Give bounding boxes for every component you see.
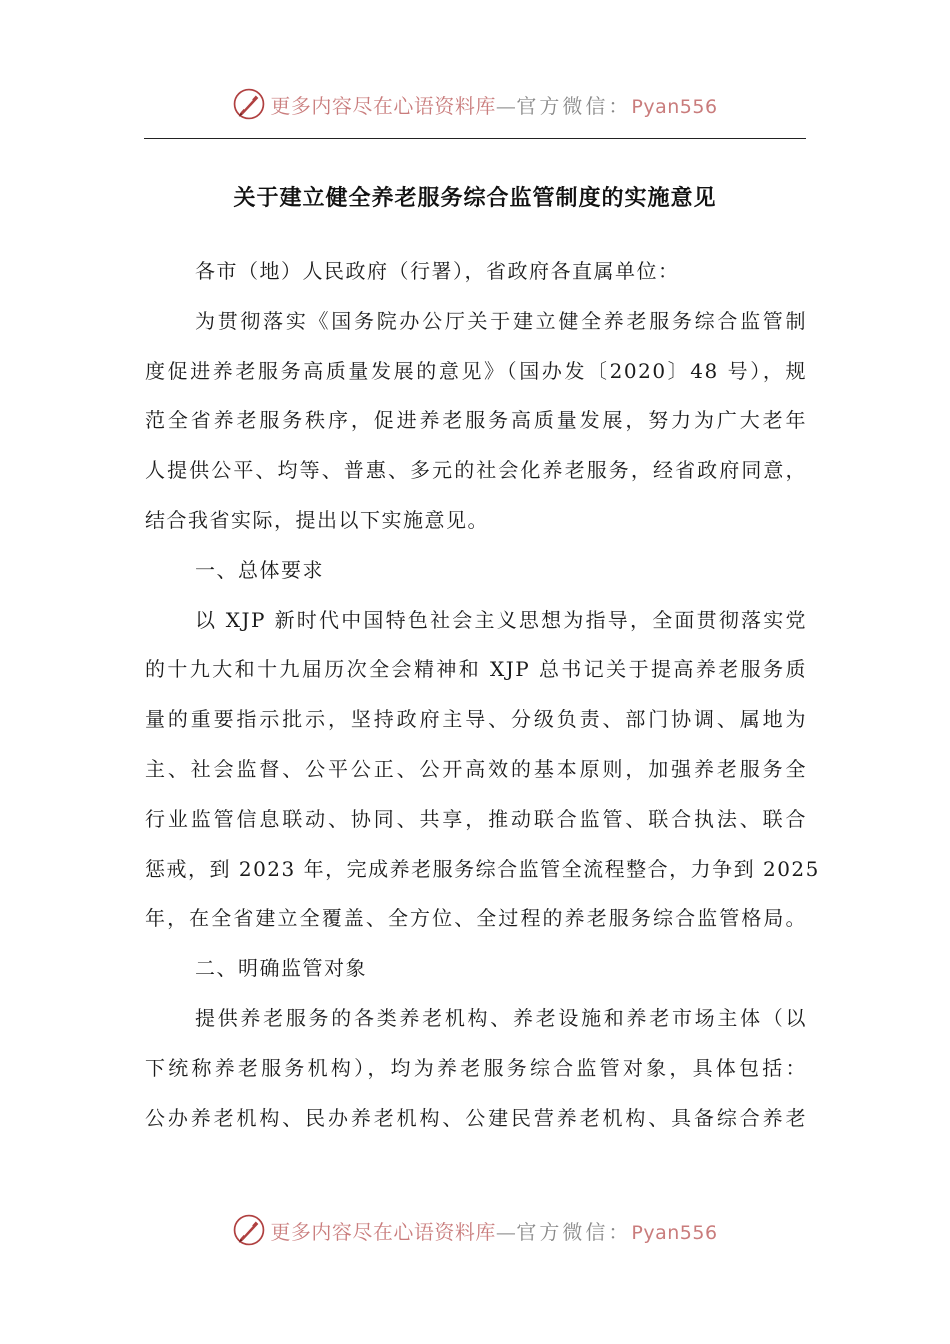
paragraph-line: 量的重要指示批示，坚持政府主导、分级负责、部门协调、属地为 bbox=[145, 707, 807, 732]
banner-wechat-label: 官方微信： bbox=[516, 93, 632, 118]
paragraph-line: 结合我省实际，提出以下实施意见。 bbox=[145, 507, 489, 532]
banner-wechat-label: 官方微信： bbox=[516, 1219, 632, 1244]
banner-wechat-id: Pyan556 bbox=[631, 1221, 718, 1244]
banner-brand: 更多内容尽在心语资料库 bbox=[270, 93, 496, 118]
paragraph-line: 度促进养老服务高质量发展的意见》（国办发〔2020〕48 号），规 bbox=[145, 358, 807, 383]
banner-text bbox=[270, 1216, 717, 1245]
paragraph-line: 以 XJP 新时代中国特色社会主义思想为指导，全面贯彻落实党 bbox=[195, 607, 807, 632]
document-body bbox=[145, 256, 820, 1152]
header-divider bbox=[144, 138, 806, 139]
banner-wechat-id: Pyan556 bbox=[631, 95, 718, 118]
banner-text bbox=[270, 90, 717, 119]
section-heading: 一、总体要求 bbox=[195, 557, 324, 582]
paragraph-line: 行业监管信息联动、协同、共享，推动联合监管、联合执法、联合 bbox=[145, 806, 807, 831]
quill-pen-logo-icon bbox=[232, 1213, 266, 1247]
paragraph-line: 公办养老机构、民办养老机构、公建民营养老机构、具备综合养老 bbox=[145, 1105, 807, 1130]
banner-separator: — bbox=[495, 1219, 517, 1244]
salutation-line: 各市（地）人民政府（行署），省政府各直属单位： bbox=[195, 259, 680, 283]
paragraph-line: 下统称养老服务机构），均为养老服务综合监管对象，具体包括： bbox=[145, 1055, 807, 1080]
paragraph-line: 年，在全省建立全覆盖、全方位、全过程的养老服务综合监管格局。 bbox=[145, 906, 807, 931]
paragraph-line: 惩戒，到 2023 年，完成养老服务综合监管全流程整合，力争到 2025 bbox=[145, 856, 820, 881]
paragraph-line: 人提供公平、均等、普惠、多元的社会化养老服务，经省政府同意， bbox=[145, 458, 807, 483]
banner-brand: 更多内容尽在心语资料库 bbox=[270, 1219, 496, 1244]
paragraph-line: 范全省养老服务秩序，促进养老服务高质量发展，努力为广大老年 bbox=[145, 408, 807, 433]
quill-pen-logo-icon bbox=[232, 87, 266, 121]
document-title: 关于建立健全养老服务综合监管制度的实施意见 bbox=[233, 186, 717, 211]
footer-banner bbox=[0, 1208, 950, 1252]
paragraph-line: 主、社会监督、公平公正、公开高效的基本原则，加强养老服务全 bbox=[145, 756, 807, 781]
paragraph-line: 的十九大和十九届历次全会精神和 XJP 总书记关于提高养老服务质 bbox=[145, 657, 807, 682]
header-banner bbox=[0, 82, 950, 126]
banner-separator: — bbox=[495, 93, 517, 118]
paragraph-line: 为贯彻落实《国务院办公厅关于建立健全养老服务综合监管制 bbox=[195, 308, 807, 333]
section-heading: 二、明确监管对象 bbox=[195, 956, 367, 981]
paragraph-line: 提供养老服务的各类养老机构、养老设施和养老市场主体（以 bbox=[195, 1005, 807, 1030]
